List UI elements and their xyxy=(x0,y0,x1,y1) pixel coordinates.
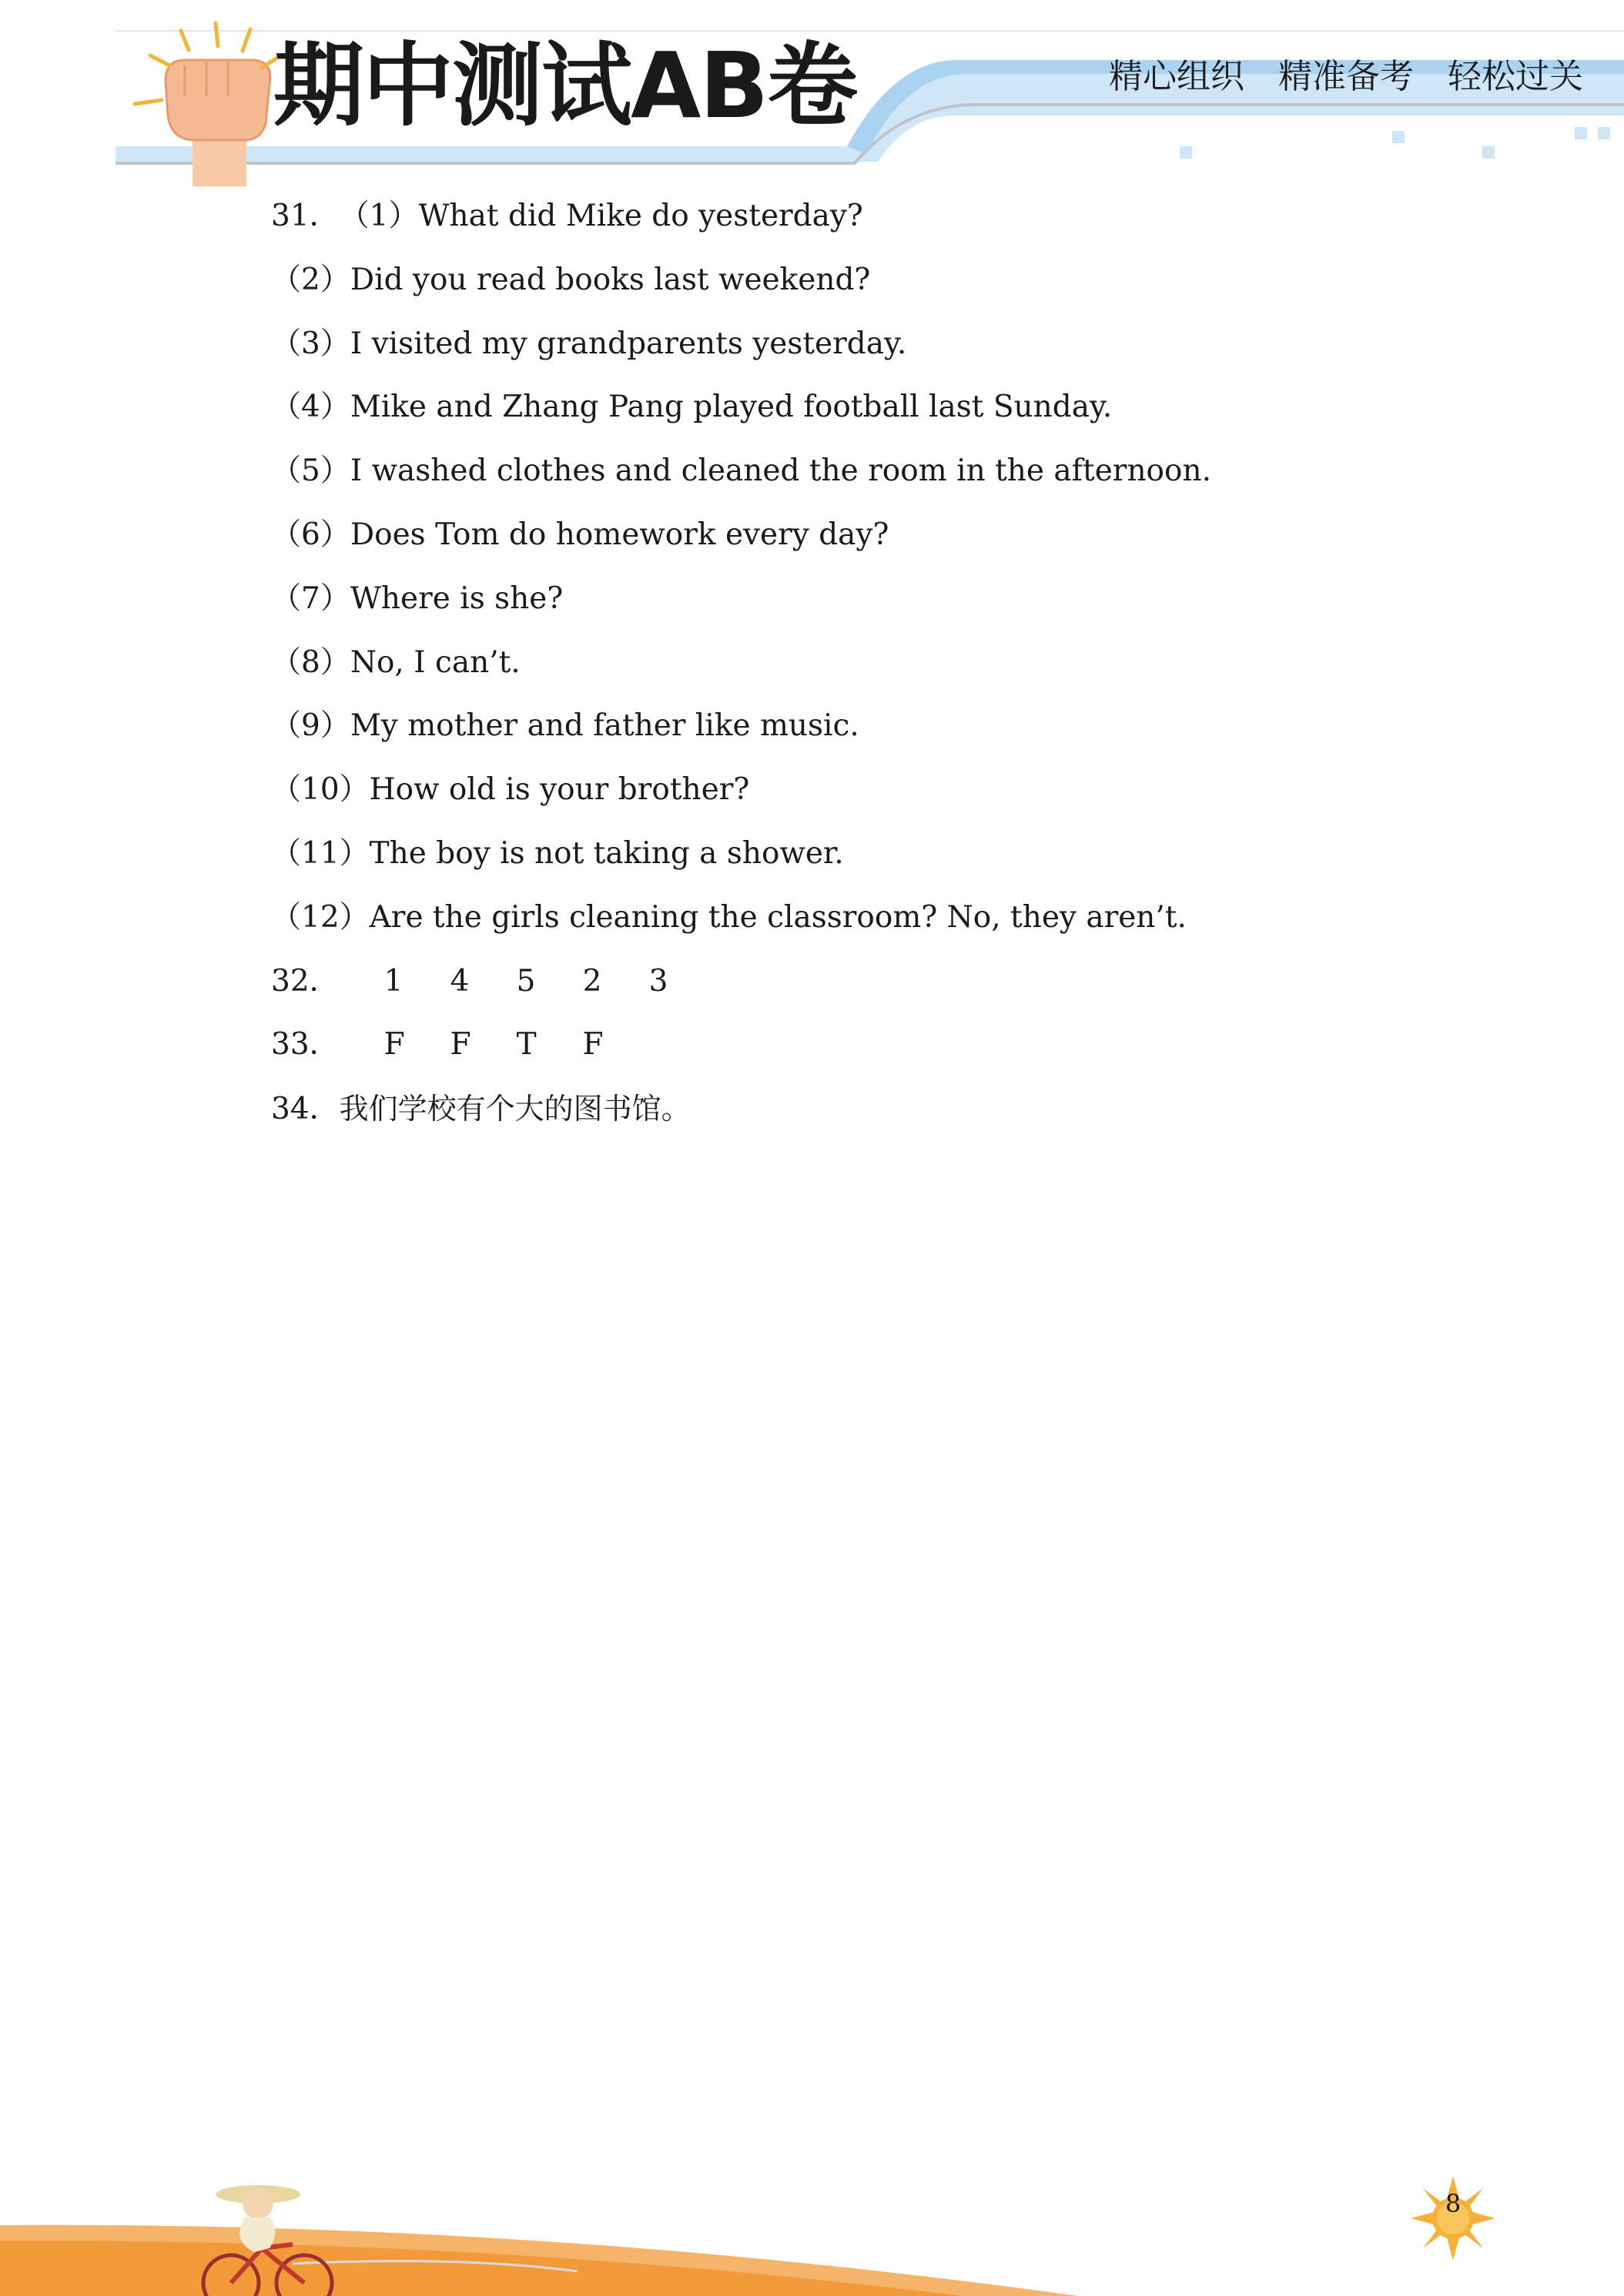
seq-value: 5 xyxy=(516,963,536,999)
header-slogan xyxy=(1109,57,1583,96)
question-number: 33． xyxy=(271,1027,340,1063)
sub-label: （8） xyxy=(271,644,350,680)
sub-label: （4） xyxy=(271,390,350,425)
sub-label: （3） xyxy=(271,326,350,361)
answer-31-7 xyxy=(271,567,1211,631)
sub-label: （2） xyxy=(271,262,350,297)
answer-31-4 xyxy=(271,376,1211,440)
sub-label: （12） xyxy=(271,899,370,935)
answer-text: I visited my grandparents yesterday. xyxy=(350,326,907,361)
answer-text: How old is your brother? xyxy=(369,772,750,808)
page-number: 8 xyxy=(1445,2189,1462,2218)
answer-31-1 xyxy=(271,185,1211,249)
answer-text: The boy is not taking a shower. xyxy=(369,835,844,871)
seq-value: 3 xyxy=(648,963,668,999)
slogan-2: 精准备考 xyxy=(1278,57,1414,96)
answer-text: Did you read books last weekend? xyxy=(350,262,871,297)
sub-label: （1） xyxy=(339,199,419,233)
question-number: 34． xyxy=(271,1092,340,1127)
answer-31-5 xyxy=(271,440,1211,504)
answer-31-3 xyxy=(271,313,1211,377)
answer-text: No, I can’t. xyxy=(350,644,521,680)
answer-33 xyxy=(271,1013,1211,1077)
question-number: 31． xyxy=(271,199,340,233)
answer-text: Are the girls cleaning the classroom? No, they aren’t. xyxy=(369,899,1187,935)
sub-label: （9） xyxy=(271,708,350,744)
answer-text: My mother and father like music. xyxy=(350,708,859,744)
sub-label: （5） xyxy=(271,454,350,489)
answer-31-10 xyxy=(271,758,1211,822)
answer-31-11 xyxy=(271,822,1211,886)
answer-31-9 xyxy=(271,694,1211,758)
answer-text: Mike and Zhang Pang played football last Sunday. xyxy=(350,390,1113,425)
sub-label: （11） xyxy=(271,835,370,871)
page-footer xyxy=(0,2148,1624,2296)
page-header xyxy=(0,0,1624,192)
answer-31-8 xyxy=(271,631,1211,695)
answer-31-2 xyxy=(271,249,1211,313)
seq-value: F xyxy=(582,1027,604,1063)
slogan-1: 精心组织 xyxy=(1109,57,1244,96)
answer-sequence xyxy=(384,950,715,1014)
answer-text: Where is she? xyxy=(350,581,564,616)
footer-decoration xyxy=(0,2148,1624,2296)
answer-31-6 xyxy=(271,504,1211,567)
seq-value: 2 xyxy=(582,963,602,999)
answer-text: 我们学校有个大的图书馆。 xyxy=(339,1092,691,1126)
answer-text: Does Tom do homework every day? xyxy=(350,517,889,552)
answer-32 xyxy=(271,950,1211,1014)
answer-sequence xyxy=(384,1013,649,1077)
sub-label: （6） xyxy=(271,517,350,552)
seq-value: 4 xyxy=(450,963,470,999)
seq-value: F xyxy=(383,1027,405,1063)
question-number: 32． xyxy=(271,963,340,999)
seq-value: F xyxy=(450,1027,471,1063)
answer-31-12 xyxy=(271,886,1211,950)
answer-text: What did Mike do yesterday? xyxy=(418,199,863,233)
page-title: 期中测试AB卷 xyxy=(273,32,857,139)
seq-value: T xyxy=(516,1027,537,1063)
sub-label: （7） xyxy=(271,581,350,616)
answer-list xyxy=(271,185,1211,1141)
sub-label: （10） xyxy=(271,772,370,808)
seq-value: 1 xyxy=(383,963,403,999)
answer-text: I washed clothes and cleaned the room in the afternoon. xyxy=(350,454,1212,489)
slogan-3: 轻松过关 xyxy=(1448,57,1583,96)
answer-34 xyxy=(271,1077,1211,1141)
